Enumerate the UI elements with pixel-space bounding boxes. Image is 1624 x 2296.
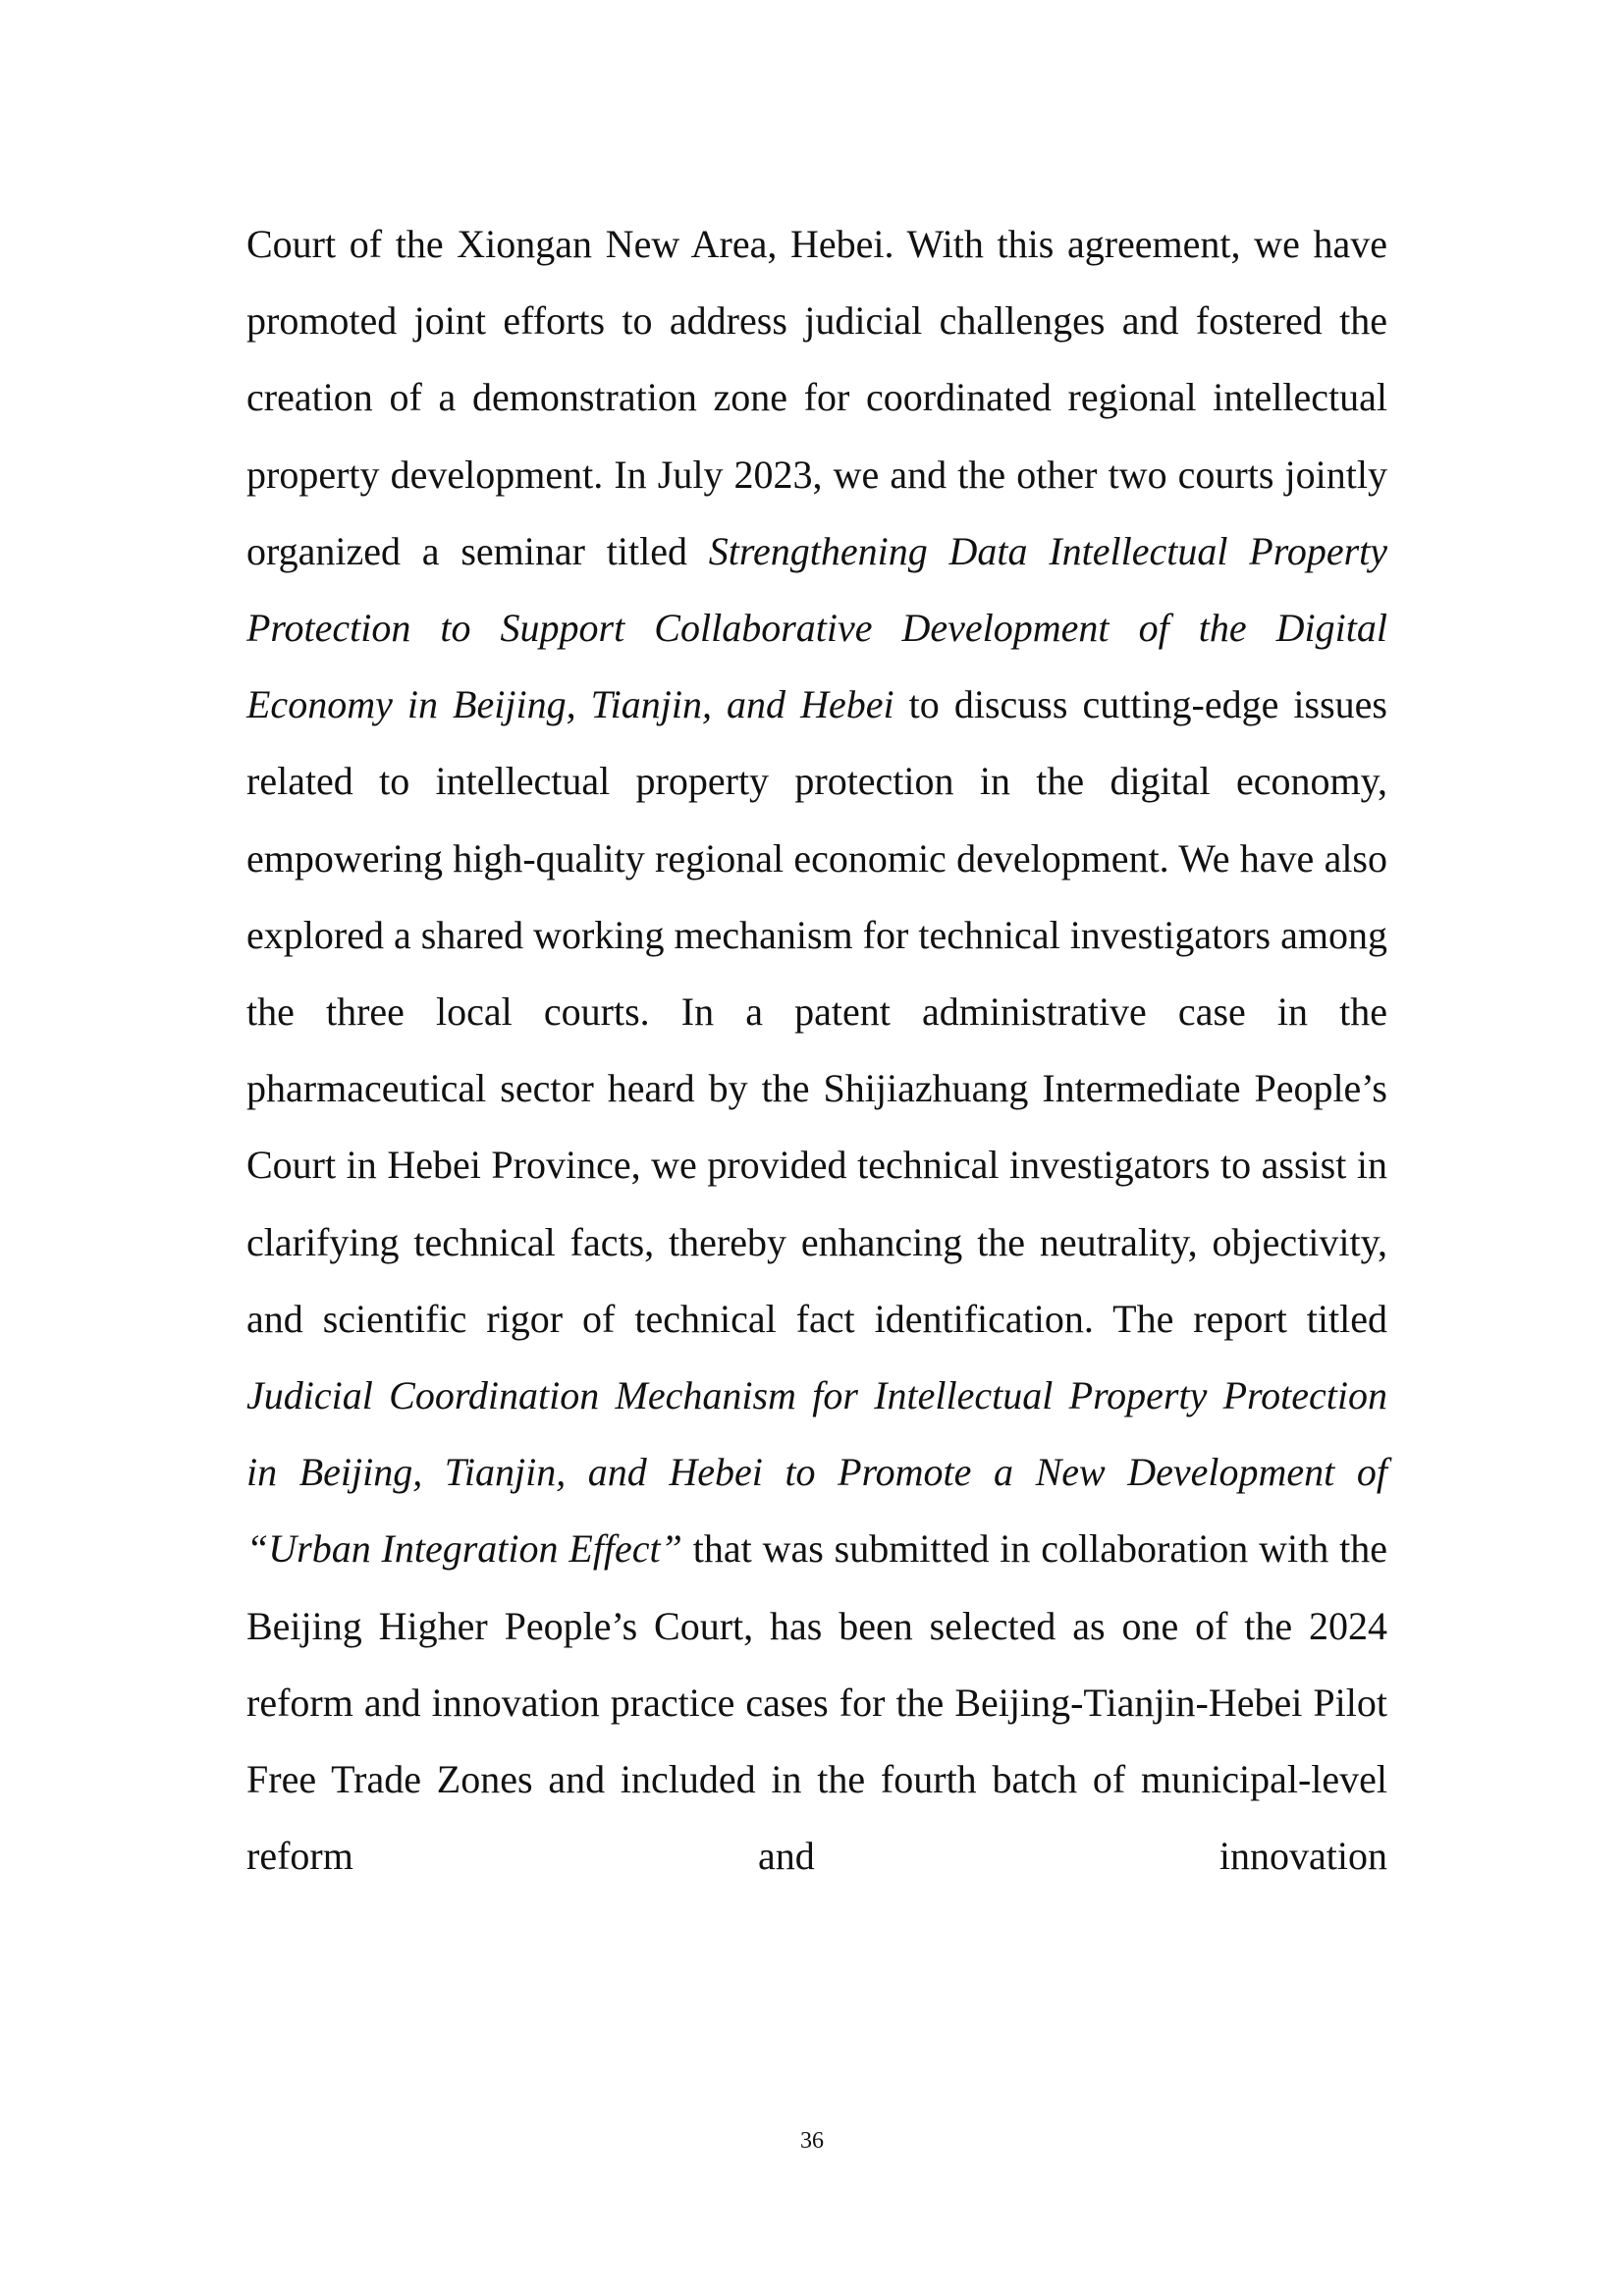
italic-report-title: Judicial Coordination Mechanism for Intellectual Property Protection in Beijing, Tianjin, and Hebei to Promote a New Development of “Urban Integration Effect” (246, 1373, 1387, 1572)
text-segment: Court of the Xiongan New Area, Hebei. With this agreement, we have promoted joint efforts to address judicial challenges and fostered the creation of a demonstration zone for coordinated regional intellectual property development. In July 2023, we and the other two courts jointly organized a seminar titled (246, 222, 1387, 573)
text-segment: to discuss cutting-edge issues related to intellectual property protection in the digital economy, empowering high-quality regional economic development. We have also explored a shared working mechanism for technical investigators among the three local courts. In a patent administrative case in the pharmaceutical sector heard by the Shijiazhuang Intermediate People’s Court in Hebei Province, we provided technical investigators to assist in clarifying technical facts, thereby enhancing the neutrality, objectivity, and scientific rigor of technical fact identification. The report titled (246, 682, 1388, 1341)
page-number: 36 (800, 2128, 824, 2154)
text-segment: that was submitted in collaboration with the Beijing Higher People’s Court, has been selected as one of the 2024 reform and innovation practice cases for the Beijing-Tianjin-Hebei Pilot Free Trade Zones and included in the fourth batch of municipal-level reform and innovation (246, 1526, 1387, 1879)
italic-seminar-title: Strengthening Data Intellectual Property Protection to Support Collaborative Development of the Digital Economy in Beijing, Tianjin, and Hebei (246, 528, 1388, 727)
body-paragraph (246, 206, 1387, 1895)
